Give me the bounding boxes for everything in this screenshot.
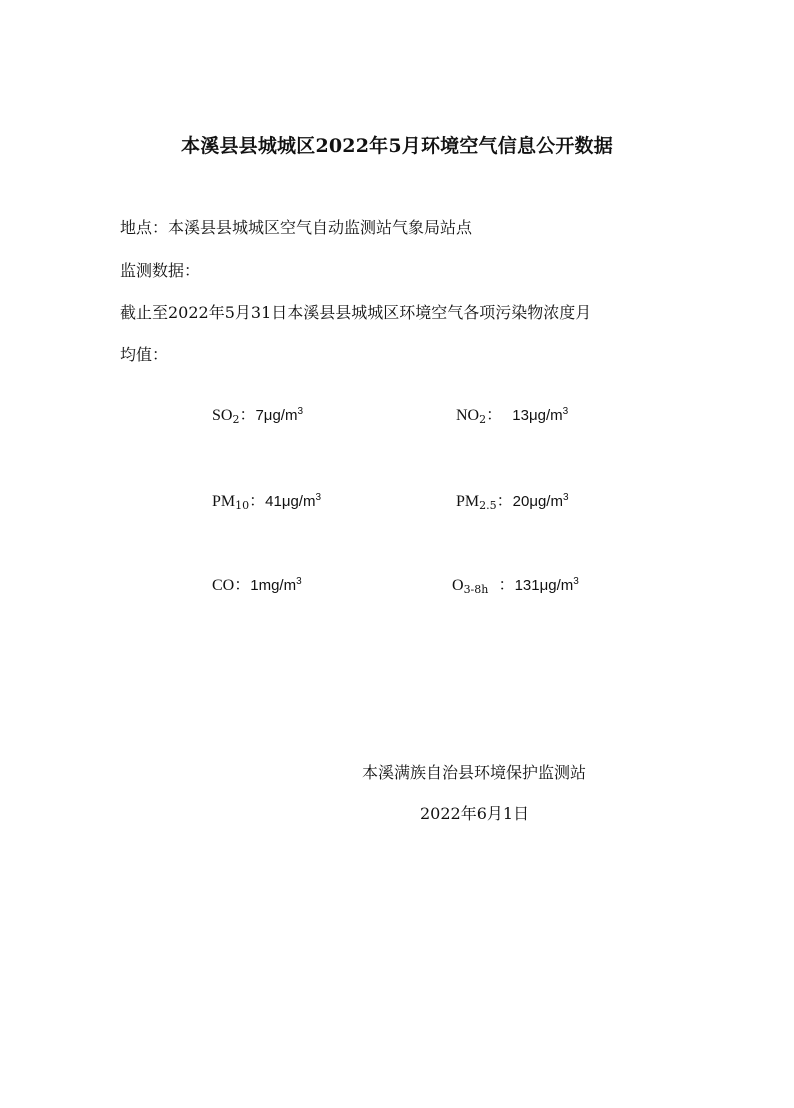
metric-name: NO (456, 407, 480, 424)
metric-unit-exponent: 3 (297, 406, 304, 417)
metric-separator: ： (249, 491, 266, 510)
metric-unit-exponent: 3 (562, 492, 569, 503)
metric-unit-exponent: 3 (562, 406, 569, 417)
metric-separator: ： (488, 575, 515, 594)
metric-value: 41μg/m (265, 493, 316, 510)
metric-unit-exponent: 3 (296, 576, 302, 587)
metric-separator: ： (486, 405, 513, 424)
document-title: 本溪县县城城区2022年5月环境空气信息公开数据 (181, 135, 613, 157)
metric-name: PM (212, 493, 236, 510)
metric-co (212, 575, 302, 598)
metric-separator: ： (239, 405, 256, 424)
metric-value: 1mg/m (250, 577, 297, 594)
metric-pm25 (456, 491, 569, 514)
metric-name: O (452, 577, 464, 594)
metric-value: 131μg/m (514, 577, 574, 594)
metric-value: 13μg/m (512, 407, 563, 424)
signing-date: 2022年6月1日 (420, 804, 530, 823)
metric-name: PM (456, 493, 480, 510)
metric-subscript: 2 (232, 413, 240, 426)
metric-subscript: 10 (235, 499, 250, 512)
description-line-1: 截止至2022年5月31日本溪县县城城区环境空气各项污染物浓度月 (120, 303, 592, 322)
metric-subscript: 2.5 (479, 499, 497, 512)
monitoring-label: 监测数据： (120, 261, 201, 280)
description-line-2: 均值： (120, 345, 169, 364)
metric-separator: ： (234, 575, 251, 594)
metric-name: CO (212, 577, 235, 594)
metric-so2 (212, 405, 303, 428)
metric-unit-exponent: 3 (315, 492, 322, 503)
metric-unit-exponent: 3 (573, 576, 579, 587)
metric-separator: ： (496, 491, 513, 510)
metric-pm10 (212, 491, 321, 514)
metric-value: 20μg/m (512, 493, 563, 510)
location-line: 地点：本溪县县城城区空气自动监测站气象局站点 (120, 218, 473, 237)
metric-o3 (452, 575, 579, 598)
metric-subscript: 2 (479, 413, 487, 426)
signing-organization: 本溪满族自治县环境保护监测站 (362, 763, 587, 782)
metric-subscript: 3-8h (463, 583, 489, 596)
metric-value: 7μg/m (255, 407, 298, 424)
metric-no2 (456, 405, 568, 428)
metric-name: SO (212, 407, 233, 424)
